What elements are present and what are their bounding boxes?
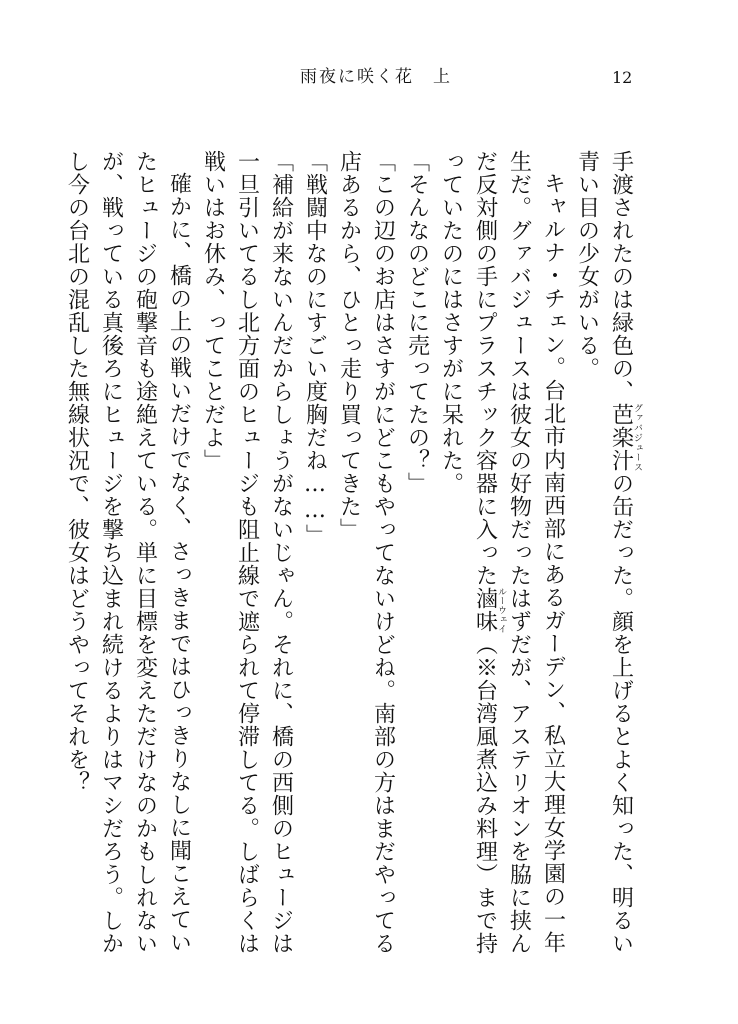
ruby-luwei bbox=[472, 587, 506, 633]
ruby-guava-juice-reading: グァバジュース bbox=[632, 403, 642, 472]
paragraph-5: 「戦闘中なのにすごい度胸だね……」 bbox=[302, 150, 328, 547]
running-head: 雨夜に咲く花 上 bbox=[300, 67, 452, 87]
paragraph-4: 「この辺のお店はさすがにどこもやってないけどね。南部の方はまだやってる店あるから、ひとっ走り買ってきた」 bbox=[336, 150, 396, 955]
paragraph-1-text-a: 手渡されたのは緑色の、 bbox=[608, 150, 634, 403]
paragraph-6: 「補給が来ないんだからしょうがないじゃん。それに、橋の西側のヒュージは一旦引いてるし北方面のヒュージも阻止線で遮られて停滞してる。しばらくは戦いはお休み、ってことだよ」 bbox=[200, 150, 294, 955]
paragraph-7: 確かに、橋の上の戦いだけでなく、さっきまではひっきりなしに聞こえていたヒュージの砲撃音も途絶えている。単に目標を変えただけなのかもしれないが、戦っている真後ろにヒュージを撃ち込まれ続けるよりはマシだろう。しかし今の台北の混乱した無線状況で、彼女はどうやってそれを？ bbox=[64, 150, 192, 955]
paragraph-1-text-b: の缶だった。顔を上げるとよく知った、明るい青い目の少女がいる。 bbox=[574, 150, 634, 955]
paragraph-2-text-b: （※台湾風煮込み料理）まで持っていたのにはさすがに呆れた。 bbox=[438, 150, 498, 955]
ruby-luwei-base: 滷味 bbox=[472, 587, 498, 633]
paragraph-2 bbox=[434, 150, 570, 975]
ruby-guava-juice-base: 芭楽汁 bbox=[608, 403, 634, 472]
paragraph-3: 「そんなのどこに売ってたの？」 bbox=[404, 150, 430, 495]
ruby-luwei-reading: ルーウェイ bbox=[496, 587, 506, 633]
page-number: 12 bbox=[612, 68, 633, 87]
ruby-guava-juice bbox=[608, 403, 642, 472]
vertical-body-text bbox=[64, 150, 642, 975]
paragraph-2-text-a: キャルナ・チェン。台北市内南西部にあるガーデン、私立大理女学園の一年生だ。グァバジュースは彼女の好物だったはずだが、アステリオンを脇に挟んだ反対側の手にプラスチック容器に入った bbox=[472, 150, 566, 955]
paragraph-1 bbox=[570, 150, 643, 975]
